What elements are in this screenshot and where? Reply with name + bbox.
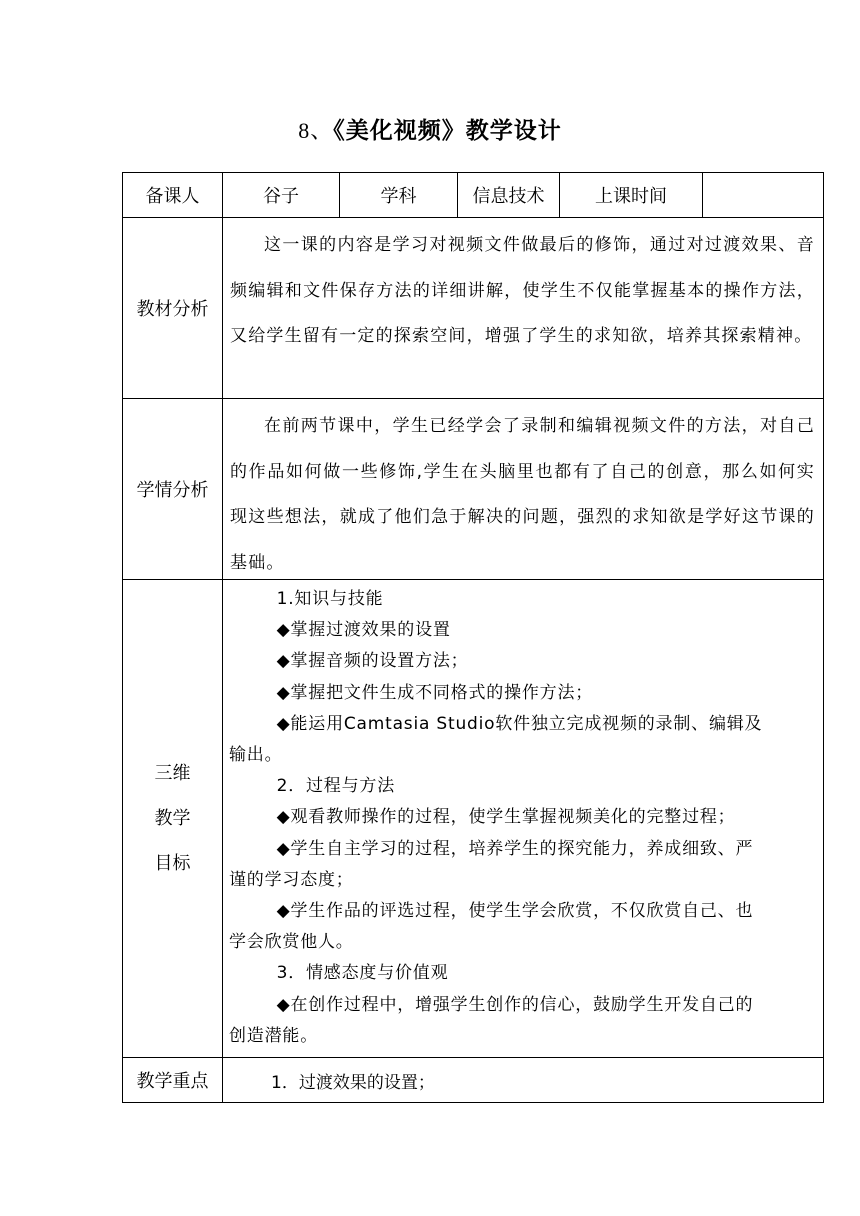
objective-line: ◆掌握把文件生成不同格式的操作方法；	[276, 682, 594, 703]
objective-line: 谨的学习态度；	[229, 869, 354, 890]
objectives-label-line: 教学	[154, 808, 191, 829]
key-points-label: 教学重点	[122, 1057, 223, 1103]
objective-line: ◆掌握过渡效果的设置	[276, 620, 451, 641]
preparer-value: 谷子	[222, 172, 340, 218]
title-number: 8、	[298, 118, 334, 143]
objective-line: ◆能运用Camtasia Studio软件独立完成视频的录制、编辑及	[276, 713, 763, 734]
objective-line: ◆掌握音频的设置方法；	[276, 651, 469, 672]
objective-line: 3．情感态度与价值观	[276, 963, 449, 984]
subject-label: 学科	[339, 172, 458, 218]
objective-line: 创造潜能。	[229, 1025, 318, 1046]
objective-line: ◆在创作过程中，增强学生创作的信心，鼓励学生开发自己的	[276, 994, 754, 1015]
objective-line: 学会欣赏他人。	[229, 932, 354, 953]
page-title	[0, 112, 860, 145]
material-analysis-text: 这一课的内容是学习对视频文件做最后的修饰，通过对过渡效果、音频编辑和文件保存方法的详细讲解，使学生不仅能掌握基本的操作方法，又给学生留有一定的探索空间，增强了学生的求知欲，培养其探索精神。	[222, 217, 824, 399]
title-text: 《美化视频》教学设计	[333, 118, 562, 144]
student-analysis-label: 学情分析	[122, 398, 223, 580]
class-time-value	[702, 172, 824, 218]
preparer-label: 备课人	[122, 172, 223, 218]
objective-line: ◆观看教师操作的过程，使学生掌握视频美化的完整过程；	[276, 807, 736, 828]
objectives-label-line: 目标	[154, 853, 191, 874]
key-points-text: 1．过渡效果的设置；	[222, 1057, 824, 1103]
objective-line: 输出。	[229, 745, 283, 766]
objectives-label-line: 三维	[154, 763, 191, 784]
student-analysis-text: 在前两节课中，学生已经学会了录制和编辑视频文件的方法，对自己的作品如何做一些修饰,学生在头脑里也都有了自己的创意，那么如何实现这些想法，就成了他们急于解决的问题，强烈的求知欲是学好这节课的基础。	[222, 398, 824, 580]
objective-line: ◆学生自主学习的过程，培养学生的探究能力，养成细致、严	[276, 838, 754, 859]
objective-line: ◆学生作品的评选过程，使学生学会欣赏，不仅欣赏自己、也	[276, 901, 754, 922]
material-analysis-label: 教材分析	[122, 217, 223, 399]
objective-line: 2．过程与方法	[276, 776, 396, 797]
objectives-label	[122, 579, 223, 1058]
objectives-content	[222, 579, 824, 1058]
class-time-label: 上课时间	[559, 172, 703, 218]
objective-line: 1.知识与技能	[276, 589, 384, 609]
subject-value: 信息技术	[457, 172, 560, 218]
